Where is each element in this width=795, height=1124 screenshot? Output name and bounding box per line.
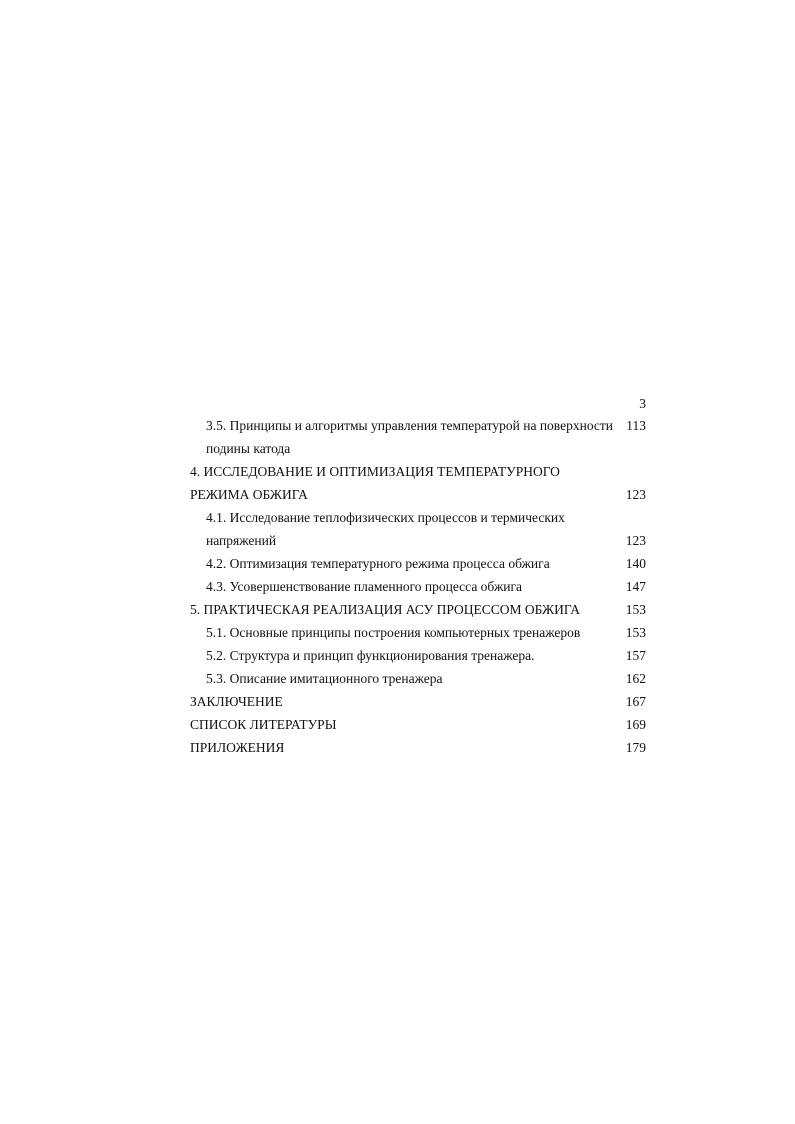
toc-entry	[190, 621, 646, 644]
toc-entry	[190, 575, 646, 598]
toc-entry-title: 5.1. Основные принципы построения компьютерных тренажеров	[206, 625, 581, 640]
toc-entry-title: 4.3. Усовершенствование пламенного процесса обжига	[206, 579, 523, 594]
toc-entry-title: 5. ПРАКТИЧЕСКАЯ РЕАЛИЗАЦИЯ АСУ ПРОЦЕССОМ ОБЖИГА	[190, 602, 580, 617]
toc-entry	[190, 483, 646, 506]
toc-entry	[190, 736, 646, 759]
toc-entry-title: 4.1. Исследование теплофизических процессов и термических	[206, 510, 565, 525]
toc-entry	[190, 437, 646, 460]
toc-entry-page: 153	[625, 602, 646, 617]
toc-entry-title: РЕЖИМА ОБЖИГА	[190, 487, 308, 502]
toc-entry-page: 123	[625, 487, 646, 502]
toc-entry-title: 5.3. Описание имитационного тренажера	[206, 671, 443, 686]
toc-entry-page: 113	[626, 418, 646, 433]
toc-entry-title: 4. ИССЛЕДОВАНИЕ И ОПТИМИЗАЦИЯ ТЕМПЕРАТУРНОГО	[190, 464, 560, 479]
toc-entry	[190, 667, 646, 690]
toc-entry-page: 153	[625, 625, 646, 640]
toc-entry-title: СПИСОК ЛИТЕРАТУРЫ	[190, 717, 337, 732]
toc-entry	[190, 506, 646, 529]
toc-entry-title: напряжений	[206, 533, 277, 548]
toc-entry	[190, 598, 646, 621]
toc-entry-page: 147	[625, 579, 646, 594]
toc-entry-page: 169	[625, 717, 646, 732]
toc-entry-title: 5.2. Структура и принцип функционирования тренажера.	[206, 648, 535, 663]
toc-entry-title: подины катода	[206, 441, 291, 456]
toc-entry-title: 4.2. Оптимизация температурного режима процесса обжига	[206, 556, 550, 571]
toc-entry	[190, 529, 646, 552]
toc-entry-page: 179	[625, 740, 646, 755]
toc-entry	[190, 460, 646, 483]
toc-entry-page: 123	[625, 533, 646, 548]
toc-entry-page: 162	[625, 671, 646, 686]
toc-entry	[190, 713, 646, 736]
toc-entry-page: 167	[625, 694, 646, 709]
toc-entry-page: 157	[625, 648, 646, 663]
toc-entry	[190, 644, 646, 667]
toc-entry-title: 3.5. Принципы и алгоритмы управления температурой на поверхности	[206, 418, 614, 433]
toc-entry-title: ПРИЛОЖЕНИЯ	[190, 740, 285, 755]
toc-entry	[190, 552, 646, 575]
page-number: 3	[639, 396, 646, 411]
toc-entry	[190, 690, 646, 713]
toc-entry-title: ЗАКЛЮЧЕНИЕ	[190, 694, 283, 709]
toc-entry-page: 140	[625, 556, 646, 571]
toc-entry	[190, 414, 646, 437]
table-of-contents	[190, 414, 646, 759]
